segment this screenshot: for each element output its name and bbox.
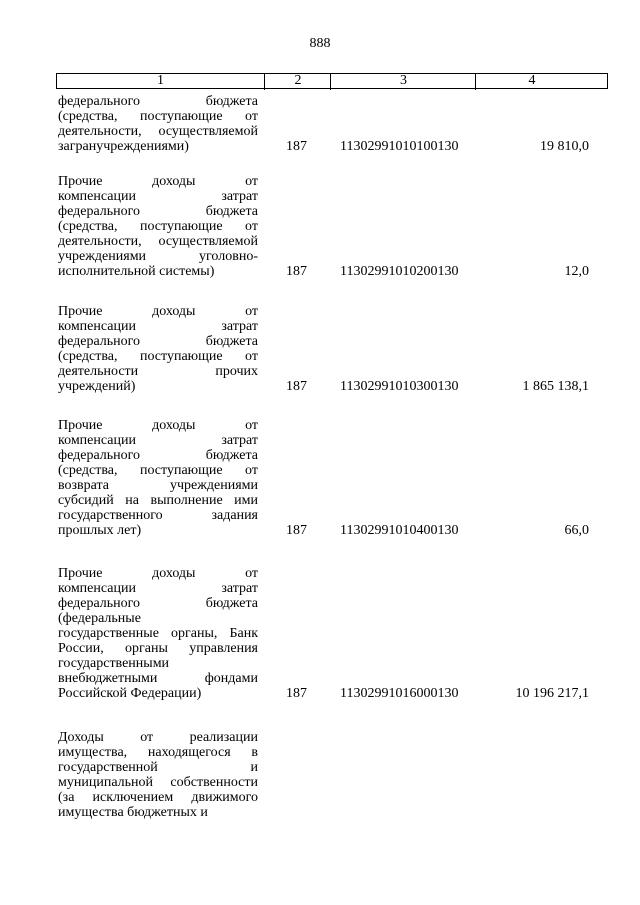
header-col-3: 3: [400, 73, 407, 88]
budget-classification-code: 11302991010200130: [340, 264, 459, 279]
amount: 12,0: [564, 264, 589, 279]
description-line: исполнительной системы): [58, 264, 215, 279]
admin-code: 187: [286, 139, 307, 154]
amount: 19 810,0: [540, 139, 589, 154]
admin-code: 187: [286, 523, 307, 538]
description-line: имущества бюджетных и: [58, 805, 208, 820]
description-line: России, органы управления: [58, 641, 258, 656]
row-description: [58, 418, 258, 538]
description-line: субсидий на выполнение ими: [58, 493, 258, 508]
description-line: имущества, находящегося в: [58, 745, 258, 760]
description-line: федерального бюджета: [58, 596, 258, 611]
description-line: Доходы от реализации: [58, 730, 258, 745]
description-line: Прочие доходы от: [58, 418, 258, 433]
description-line: деятельности, осуществляемой: [58, 234, 258, 249]
description-line: Прочие доходы от: [58, 174, 258, 189]
page-number: 888: [309, 36, 331, 51]
description-line: деятельности прочих: [58, 364, 258, 379]
description-line: учреждениями уголовно-: [58, 249, 258, 264]
admin-code: 187: [286, 264, 307, 279]
amount: 10 196 217,1: [515, 686, 589, 701]
description-line: Прочие доходы от: [58, 304, 258, 319]
description-line: внебюджетными фондами: [58, 671, 258, 686]
description-line: загранучреждениями): [58, 139, 189, 154]
row-description: [58, 566, 258, 701]
description-line: (средства, поступающие от: [58, 219, 258, 234]
description-line: прошлых лет): [58, 523, 142, 538]
admin-code: 187: [286, 379, 307, 394]
description-line: федерального бюджета: [58, 334, 258, 349]
description-line: федерального бюджета: [58, 204, 258, 219]
row-description: [58, 730, 258, 820]
description-line: деятельности, осуществляемой: [58, 124, 258, 139]
budget-classification-code: 11302991016000130: [340, 686, 459, 701]
description-line: государственными: [58, 656, 170, 671]
description-line: государственной и: [58, 760, 258, 775]
header-col-4: 4: [528, 73, 536, 88]
description-line: компенсации затрат: [58, 189, 258, 204]
amount: 1 865 138,1: [522, 379, 589, 394]
description-line: муниципальной собственности: [58, 775, 258, 790]
description-line: Российской Федерации): [58, 686, 202, 701]
description-line: (средства, поступающие от: [58, 463, 258, 478]
description-line: учреждений): [58, 379, 136, 394]
budget-classification-code: 11302991010100130: [340, 139, 459, 154]
description-line: государственного задания: [58, 508, 258, 523]
row-description: [58, 304, 258, 394]
description-line: компенсации затрат: [58, 433, 258, 448]
description-line: Прочие доходы от: [58, 566, 258, 581]
description-line: (федеральные: [58, 611, 141, 626]
admin-code: 187: [286, 686, 307, 701]
row-description: [58, 94, 258, 154]
row-description: [58, 174, 258, 279]
description-line: компенсации затрат: [58, 581, 258, 596]
description-line: компенсации затрат: [58, 319, 258, 334]
description-line: (средства, поступающие от: [58, 109, 258, 124]
header-col-2: 2: [294, 73, 302, 88]
description-line: (средства, поступающие от: [58, 349, 258, 364]
header-col-1: 1: [157, 73, 164, 88]
description-line: федерального бюджета: [58, 448, 258, 463]
description-line: возврата учреждениями: [58, 478, 258, 493]
budget-classification-code: 11302991010400130: [340, 523, 459, 538]
description-line: федерального бюджета: [58, 94, 258, 109]
description-line: государственные органы, Банк: [58, 626, 258, 641]
amount: 66,0: [564, 523, 589, 538]
budget-classification-code: 11302991010300130: [340, 379, 459, 394]
description-line: (за исключением движимого: [58, 790, 258, 805]
